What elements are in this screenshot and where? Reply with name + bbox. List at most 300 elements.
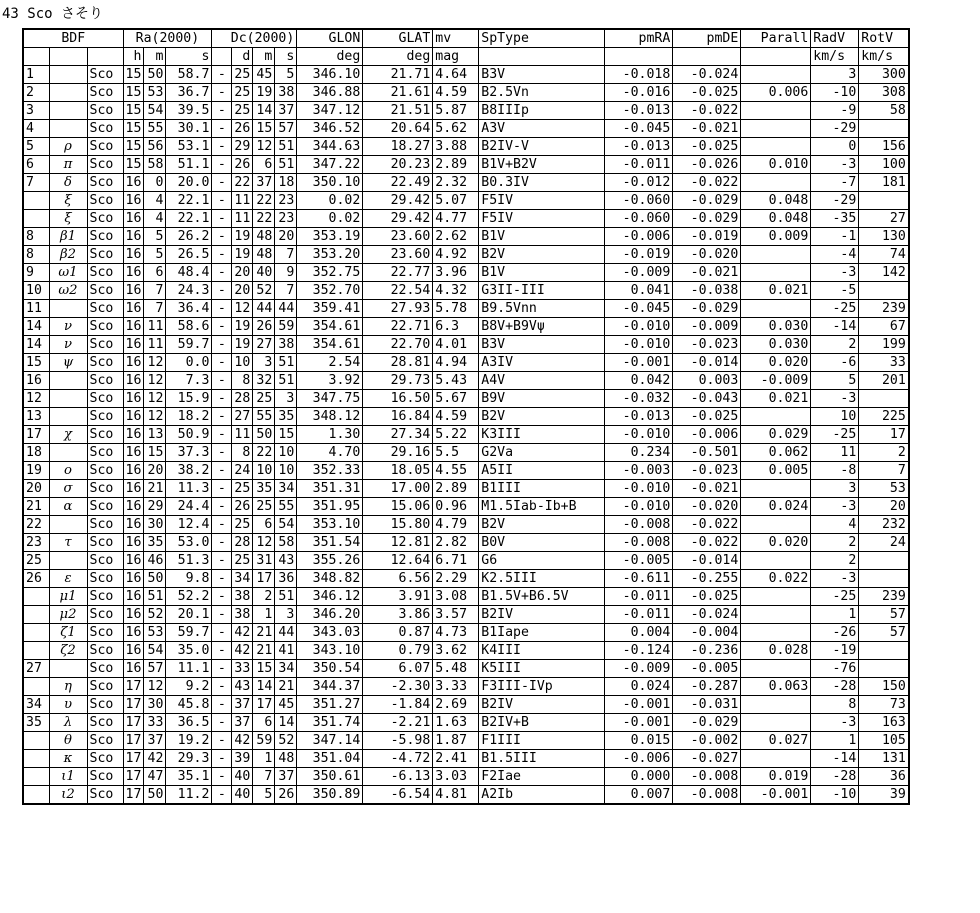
dec-minutes-cell: 22: [253, 192, 275, 210]
pm-de-cell: -0.008: [673, 786, 741, 805]
magnitude-cell: 4.01: [433, 336, 479, 354]
pm-de-cell: -0.029: [673, 210, 741, 228]
radial-velocity-cell: 11: [811, 444, 859, 462]
unit-dec-seconds: s: [275, 48, 297, 66]
dec-degrees-cell: 19: [232, 318, 253, 336]
bayer-letter-cell: [49, 408, 87, 426]
table-row: [23, 462, 909, 480]
spectral-type-cell: F5IV: [479, 192, 605, 210]
unit-dec-sign: [212, 48, 232, 66]
glat-cell: 22.70: [363, 336, 433, 354]
table-row: [23, 426, 909, 444]
ra-seconds-cell: 20.0: [166, 174, 212, 192]
pm-de-cell: 0.003: [673, 372, 741, 390]
dec-sign-cell: -: [212, 426, 232, 444]
dec-sign-cell: -: [212, 552, 232, 570]
magnitude-cell: 3.96: [433, 264, 479, 282]
constellation-cell: Sco: [87, 84, 123, 102]
constellation-cell: Sco: [87, 372, 123, 390]
bayer-letter-cell: [49, 102, 87, 120]
dec-sign-cell: -: [212, 282, 232, 300]
pm-ra-cell: 0.007: [605, 786, 673, 805]
bdf-number-cell: [23, 642, 49, 660]
dec-minutes-cell: 52: [253, 282, 275, 300]
glat-cell: 21.51: [363, 102, 433, 120]
dec-minutes-cell: 19: [253, 84, 275, 102]
radial-velocity-cell: -10: [811, 84, 859, 102]
ra-seconds-cell: 59.7: [166, 336, 212, 354]
ra-hours-cell: 17: [123, 696, 144, 714]
dec-degrees-cell: 11: [232, 192, 253, 210]
bayer-letter-cell: [49, 390, 87, 408]
ra-hours-cell: 16: [123, 552, 144, 570]
dec-minutes-cell: 48: [253, 228, 275, 246]
header-rotv: RotV: [859, 29, 909, 48]
header-dec: Dc(2000): [212, 29, 297, 48]
parallax-cell: [741, 480, 811, 498]
table-row: [23, 642, 909, 660]
dec-seconds-cell: 34: [275, 480, 297, 498]
dec-sign-cell: -: [212, 246, 232, 264]
parallax-cell: 0.006: [741, 84, 811, 102]
ra-minutes-cell: 42: [144, 750, 166, 768]
unit-parallax: [741, 48, 811, 66]
glon-cell: 343.10: [297, 642, 363, 660]
glat-cell: 27.93: [363, 300, 433, 318]
header-group-row: [23, 29, 909, 48]
spectral-type-cell: B1V: [479, 228, 605, 246]
dec-seconds-cell: 36: [275, 570, 297, 588]
magnitude-cell: 2.89: [433, 156, 479, 174]
pm-ra-cell: -0.011: [605, 156, 673, 174]
spectral-type-cell: B2V: [479, 408, 605, 426]
dec-degrees-cell: 42: [232, 732, 253, 750]
bdf-number-cell: 8: [23, 246, 49, 264]
dec-degrees-cell: 20: [232, 264, 253, 282]
dec-degrees-cell: 11: [232, 426, 253, 444]
spectral-type-cell: K4III: [479, 642, 605, 660]
parallax-cell: 0.062: [741, 444, 811, 462]
table-row: [23, 354, 909, 372]
pm-de-cell: -0.029: [673, 300, 741, 318]
unit-rotational-velocity: km/s: [859, 48, 909, 66]
header-pmde: pmDE: [673, 29, 741, 48]
constellation-cell: Sco: [87, 660, 123, 678]
dec-seconds-cell: 45: [275, 696, 297, 714]
spectral-type-cell: B2IV: [479, 696, 605, 714]
parallax-cell: 0.005: [741, 462, 811, 480]
dec-degrees-cell: 43: [232, 678, 253, 696]
glon-cell: 0.02: [297, 192, 363, 210]
dec-seconds-cell: 54: [275, 516, 297, 534]
dec-minutes-cell: 44: [253, 300, 275, 318]
bayer-letter-cell: ζ1: [49, 624, 87, 642]
unit-bayer-letter: [49, 48, 87, 66]
ra-minutes-cell: 11: [144, 336, 166, 354]
spectral-type-cell: B3V: [479, 336, 605, 354]
table-row: [23, 228, 909, 246]
dec-degrees-cell: 33: [232, 660, 253, 678]
pm-de-cell: -0.022: [673, 102, 741, 120]
glat-cell: -5.98: [363, 732, 433, 750]
rotational-velocity-cell: 201: [859, 372, 909, 390]
ra-hours-cell: 17: [123, 732, 144, 750]
glon-cell: 353.19: [297, 228, 363, 246]
dec-degrees-cell: 37: [232, 714, 253, 732]
parallax-cell: 0.048: [741, 192, 811, 210]
parallax-cell: [741, 660, 811, 678]
glon-cell: 355.26: [297, 552, 363, 570]
ra-minutes-cell: 4: [144, 192, 166, 210]
glat-cell: -2.30: [363, 678, 433, 696]
pm-de-cell: -0.255: [673, 570, 741, 588]
spectral-type-cell: F5IV: [479, 210, 605, 228]
dec-minutes-cell: 22: [253, 444, 275, 462]
spectral-type-cell: B9.5Vnn: [479, 300, 605, 318]
magnitude-cell: 5.22: [433, 426, 479, 444]
dec-minutes-cell: 2: [253, 588, 275, 606]
table-row: [23, 120, 909, 138]
parallax-cell: [741, 246, 811, 264]
glon-cell: 352.33: [297, 462, 363, 480]
unit-pm-de: [673, 48, 741, 66]
bdf-number-cell: 23: [23, 534, 49, 552]
parallax-cell: [741, 714, 811, 732]
dec-minutes-cell: 37: [253, 174, 275, 192]
table-row: [23, 552, 909, 570]
rotational-velocity-cell: 100: [859, 156, 909, 174]
bdf-number-cell: 6: [23, 156, 49, 174]
bayer-letter-cell: [49, 516, 87, 534]
glat-cell: 20.64: [363, 120, 433, 138]
ra-hours-cell: 15: [123, 156, 144, 174]
ra-hours-cell: 17: [123, 786, 144, 805]
ra-minutes-cell: 54: [144, 642, 166, 660]
ra-minutes-cell: 50: [144, 570, 166, 588]
constellation-cell: Sco: [87, 516, 123, 534]
dec-seconds-cell: 3: [275, 606, 297, 624]
glon-cell: 347.12: [297, 102, 363, 120]
bdf-number-cell: 2: [23, 84, 49, 102]
ra-seconds-cell: 59.7: [166, 624, 212, 642]
bayer-letter-cell: ν: [49, 318, 87, 336]
bdf-number-cell: [23, 588, 49, 606]
constellation-cell: Sco: [87, 426, 123, 444]
bdf-number-cell: 18: [23, 444, 49, 462]
magnitude-cell: 5.07: [433, 192, 479, 210]
parallax-cell: [741, 750, 811, 768]
rotational-velocity-cell: 36: [859, 768, 909, 786]
bayer-letter-cell: ι1: [49, 768, 87, 786]
rotational-velocity-cell: [859, 390, 909, 408]
pm-ra-cell: -0.010: [605, 336, 673, 354]
ra-minutes-cell: 12: [144, 354, 166, 372]
glon-cell: 351.95: [297, 498, 363, 516]
table-row: [23, 516, 909, 534]
header-parall: Parall: [741, 29, 811, 48]
table-row: [23, 660, 909, 678]
dec-seconds-cell: 51: [275, 354, 297, 372]
bdf-number-cell: 17: [23, 426, 49, 444]
table-body: [23, 66, 909, 805]
dec-sign-cell: -: [212, 516, 232, 534]
glat-cell: 3.91: [363, 588, 433, 606]
pm-de-cell: -0.020: [673, 246, 741, 264]
dec-minutes-cell: 17: [253, 570, 275, 588]
rotational-velocity-cell: [859, 192, 909, 210]
dec-degrees-cell: 28: [232, 390, 253, 408]
ra-hours-cell: 16: [123, 426, 144, 444]
ra-hours-cell: 15: [123, 66, 144, 84]
glat-cell: 18.05: [363, 462, 433, 480]
header-glat: GLAT: [363, 29, 433, 48]
dec-degrees-cell: 25: [232, 480, 253, 498]
rotational-velocity-cell: 57: [859, 624, 909, 642]
pm-ra-cell: -0.006: [605, 228, 673, 246]
pm-de-cell: -0.023: [673, 336, 741, 354]
dec-degrees-cell: 38: [232, 588, 253, 606]
magnitude-cell: 4.79: [433, 516, 479, 534]
constellation-cell: Sco: [87, 264, 123, 282]
dec-minutes-cell: 15: [253, 660, 275, 678]
ra-minutes-cell: 29: [144, 498, 166, 516]
dec-seconds-cell: 21: [275, 678, 297, 696]
dec-minutes-cell: 48: [253, 246, 275, 264]
table-row: [23, 696, 909, 714]
ra-seconds-cell: 51.1: [166, 156, 212, 174]
spectral-type-cell: F2Iae: [479, 768, 605, 786]
unit-ra-minutes: m: [144, 48, 166, 66]
ra-hours-cell: 16: [123, 174, 144, 192]
dec-degrees-cell: 42: [232, 624, 253, 642]
pm-de-cell: -0.236: [673, 642, 741, 660]
ra-seconds-cell: 45.8: [166, 696, 212, 714]
ra-minutes-cell: 53: [144, 84, 166, 102]
table-row: [23, 570, 909, 588]
glon-cell: 346.20: [297, 606, 363, 624]
radial-velocity-cell: -1: [811, 228, 859, 246]
constellation-cell: Sco: [87, 318, 123, 336]
pm-de-cell: -0.014: [673, 354, 741, 372]
glat-cell: 18.27: [363, 138, 433, 156]
unit-ra-hours: h: [123, 48, 144, 66]
magnitude-cell: 5.67: [433, 390, 479, 408]
ra-minutes-cell: 50: [144, 66, 166, 84]
table-row: [23, 480, 909, 498]
dec-seconds-cell: 7: [275, 246, 297, 264]
pm-ra-cell: -0.012: [605, 174, 673, 192]
bayer-letter-cell: ξ: [49, 210, 87, 228]
spectral-type-cell: B3V: [479, 66, 605, 84]
glat-cell: 16.84: [363, 408, 433, 426]
glon-cell: 347.14: [297, 732, 363, 750]
ra-hours-cell: 15: [123, 102, 144, 120]
table-row: [23, 678, 909, 696]
bdf-number-cell: 12: [23, 390, 49, 408]
pm-de-cell: -0.025: [673, 84, 741, 102]
unit-dec-degrees: d: [232, 48, 253, 66]
pm-de-cell: -0.038: [673, 282, 741, 300]
dec-minutes-cell: 21: [253, 624, 275, 642]
bayer-letter-cell: χ: [49, 426, 87, 444]
pm-ra-cell: -0.060: [605, 192, 673, 210]
constellation-cell: Sco: [87, 354, 123, 372]
parallax-cell: 0.020: [741, 354, 811, 372]
dec-minutes-cell: 27: [253, 336, 275, 354]
table-row: [23, 372, 909, 390]
dec-sign-cell: -: [212, 732, 232, 750]
dec-minutes-cell: 35: [253, 480, 275, 498]
table-row: [23, 624, 909, 642]
glon-cell: 347.22: [297, 156, 363, 174]
dec-sign-cell: -: [212, 624, 232, 642]
dec-sign-cell: -: [212, 462, 232, 480]
glat-cell: 0.79: [363, 642, 433, 660]
dec-seconds-cell: 3: [275, 390, 297, 408]
glon-cell: 348.82: [297, 570, 363, 588]
parallax-cell: [741, 588, 811, 606]
ra-minutes-cell: 21: [144, 480, 166, 498]
magnitude-cell: 5.43: [433, 372, 479, 390]
spectral-type-cell: A5II: [479, 462, 605, 480]
pm-de-cell: -0.009: [673, 318, 741, 336]
bdf-number-cell: [23, 732, 49, 750]
glon-cell: 2.54: [297, 354, 363, 372]
bdf-number-cell: 22: [23, 516, 49, 534]
dec-degrees-cell: 27: [232, 408, 253, 426]
glat-cell: -1.84: [363, 696, 433, 714]
ra-seconds-cell: 50.9: [166, 426, 212, 444]
dec-sign-cell: -: [212, 588, 232, 606]
ra-minutes-cell: 20: [144, 462, 166, 480]
pm-de-cell: -0.022: [673, 516, 741, 534]
dec-sign-cell: -: [212, 300, 232, 318]
dec-degrees-cell: 10: [232, 354, 253, 372]
rotational-velocity-cell: 7: [859, 462, 909, 480]
ra-minutes-cell: 5: [144, 246, 166, 264]
bayer-letter-cell: μ2: [49, 606, 87, 624]
ra-minutes-cell: 12: [144, 372, 166, 390]
dec-sign-cell: -: [212, 678, 232, 696]
ra-seconds-cell: 9.8: [166, 570, 212, 588]
ra-minutes-cell: 54: [144, 102, 166, 120]
dec-degrees-cell: 25: [232, 102, 253, 120]
pm-de-cell: -0.008: [673, 768, 741, 786]
dec-seconds-cell: 10: [275, 462, 297, 480]
pm-ra-cell: -0.010: [605, 318, 673, 336]
ra-minutes-cell: 46: [144, 552, 166, 570]
dec-minutes-cell: 25: [253, 390, 275, 408]
magnitude-cell: 0.96: [433, 498, 479, 516]
bayer-letter-cell: [49, 84, 87, 102]
spectral-type-cell: B2.5Vn: [479, 84, 605, 102]
ra-seconds-cell: 20.1: [166, 606, 212, 624]
glat-cell: 0.87: [363, 624, 433, 642]
ra-hours-cell: 16: [123, 192, 144, 210]
pm-de-cell: -0.025: [673, 588, 741, 606]
constellation-cell: Sco: [87, 300, 123, 318]
spectral-type-cell: B8IIIp: [479, 102, 605, 120]
parallax-cell: 0.030: [741, 336, 811, 354]
radial-velocity-cell: -76: [811, 660, 859, 678]
magnitude-cell: 4.59: [433, 84, 479, 102]
rotational-velocity-cell: 2: [859, 444, 909, 462]
radial-velocity-cell: -3: [811, 498, 859, 516]
radial-velocity-cell: -14: [811, 750, 859, 768]
dec-sign-cell: -: [212, 192, 232, 210]
bdf-number-cell: [23, 210, 49, 228]
bayer-letter-cell: σ: [49, 480, 87, 498]
pm-de-cell: -0.024: [673, 606, 741, 624]
ra-hours-cell: 15: [123, 120, 144, 138]
spectral-type-cell: B1.5III: [479, 750, 605, 768]
parallax-cell: -0.009: [741, 372, 811, 390]
table-row: [23, 390, 909, 408]
magnitude-cell: 2.29: [433, 570, 479, 588]
dec-seconds-cell: 51: [275, 156, 297, 174]
constellation-cell: Sco: [87, 732, 123, 750]
parallax-cell: [741, 264, 811, 282]
ra-hours-cell: 16: [123, 516, 144, 534]
constellation-cell: Sco: [87, 570, 123, 588]
spectral-type-cell: K3III: [479, 426, 605, 444]
pm-ra-cell: -0.001: [605, 714, 673, 732]
ra-hours-cell: 16: [123, 246, 144, 264]
ra-minutes-cell: 57: [144, 660, 166, 678]
glon-cell: 351.54: [297, 534, 363, 552]
pm-de-cell: -0.020: [673, 498, 741, 516]
pm-ra-cell: -0.611: [605, 570, 673, 588]
unit-spectral-type: [479, 48, 605, 66]
magnitude-cell: 2.69: [433, 696, 479, 714]
ra-hours-cell: 15: [123, 138, 144, 156]
ra-seconds-cell: 0.0: [166, 354, 212, 372]
unit-radial-velocity: km/s: [811, 48, 859, 66]
dec-seconds-cell: 20: [275, 228, 297, 246]
bdf-number-cell: 9: [23, 264, 49, 282]
ra-seconds-cell: 52.2: [166, 588, 212, 606]
magnitude-cell: 4.73: [433, 624, 479, 642]
dec-degrees-cell: 25: [232, 84, 253, 102]
bayer-letter-cell: [49, 660, 87, 678]
radial-velocity-cell: -26: [811, 624, 859, 642]
dec-minutes-cell: 26: [253, 318, 275, 336]
dec-minutes-cell: 12: [253, 534, 275, 552]
bdf-number-cell: 15: [23, 354, 49, 372]
radial-velocity-cell: 2: [811, 534, 859, 552]
pm-de-cell: -0.006: [673, 426, 741, 444]
table-row: [23, 210, 909, 228]
table-row: [23, 768, 909, 786]
rotational-velocity-cell: [859, 552, 909, 570]
spectral-type-cell: B1V+B2V: [479, 156, 605, 174]
ra-minutes-cell: 0: [144, 174, 166, 192]
constellation-cell: Sco: [87, 642, 123, 660]
header-ra: Ra(2000): [123, 29, 212, 48]
spectral-type-cell: B0V: [479, 534, 605, 552]
dec-degrees-cell: 19: [232, 228, 253, 246]
dec-sign-cell: -: [212, 264, 232, 282]
pm-de-cell: -0.002: [673, 732, 741, 750]
bayer-letter-cell: τ: [49, 534, 87, 552]
dec-minutes-cell: 10: [253, 462, 275, 480]
dec-degrees-cell: 40: [232, 768, 253, 786]
glat-cell: 29.42: [363, 210, 433, 228]
ra-seconds-cell: 29.3: [166, 750, 212, 768]
constellation-cell: Sco: [87, 138, 123, 156]
bayer-letter-cell: ω2: [49, 282, 87, 300]
glon-cell: 352.75: [297, 264, 363, 282]
